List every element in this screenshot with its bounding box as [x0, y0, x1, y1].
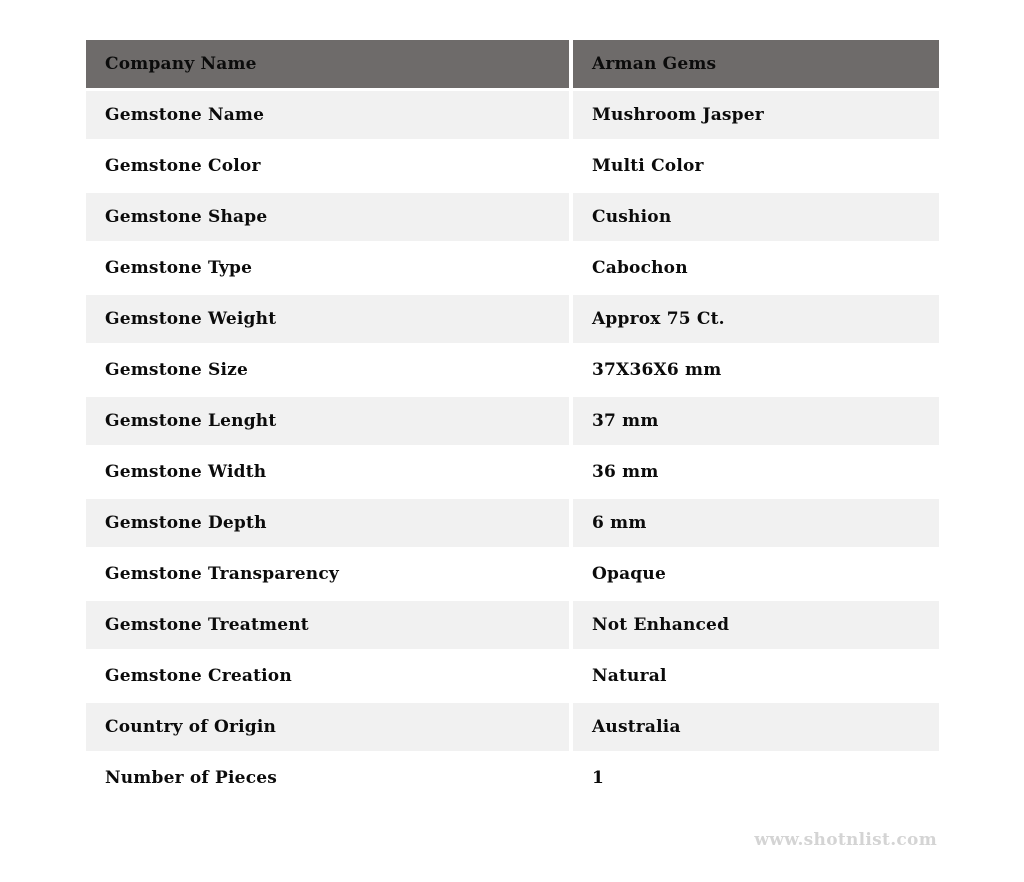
- table-row: [86, 346, 939, 394]
- row-value-cell: Cabochon: [573, 244, 939, 292]
- row-value-cell: Opaque: [573, 550, 939, 598]
- row-label-cell: Gemstone Depth: [86, 499, 569, 547]
- table-row: [86, 601, 939, 649]
- watermark-text: www.shotnlist.com: [754, 830, 937, 850]
- row-label-cell: Gemstone Weight: [86, 295, 569, 343]
- gemstone-spec-table: [86, 40, 939, 805]
- header-label-cell: Company Name: [86, 40, 569, 88]
- row-label-cell: Gemstone Type: [86, 244, 569, 292]
- table-row: [86, 550, 939, 598]
- table-row: [86, 754, 939, 802]
- row-label-cell: Gemstone Creation: [86, 652, 569, 700]
- row-label-cell: Gemstone Lenght: [86, 397, 569, 445]
- row-label-cell: Gemstone Color: [86, 142, 569, 190]
- table-row: [86, 295, 939, 343]
- row-label-cell: Gemstone Transparency: [86, 550, 569, 598]
- row-value-cell: Australia: [573, 703, 939, 751]
- header-value-cell: Arman Gems: [573, 40, 939, 88]
- row-value-cell: 6 mm: [573, 499, 939, 547]
- row-label-cell: Gemstone Shape: [86, 193, 569, 241]
- row-value-cell: Multi Color: [573, 142, 939, 190]
- row-label-cell: Country of Origin: [86, 703, 569, 751]
- row-value-cell: Not Enhanced: [573, 601, 939, 649]
- row-label-cell: Gemstone Treatment: [86, 601, 569, 649]
- row-label-cell: Number of Pieces: [86, 754, 569, 802]
- table-row: [86, 91, 939, 139]
- table-row: [86, 499, 939, 547]
- row-value-cell: Mushroom Jasper: [573, 91, 939, 139]
- table-row: [86, 397, 939, 445]
- table-row: [86, 142, 939, 190]
- row-value-cell: Cushion: [573, 193, 939, 241]
- row-label-cell: Gemstone Size: [86, 346, 569, 394]
- table-row: [86, 703, 939, 751]
- table-row: [86, 448, 939, 496]
- table-row: [86, 652, 939, 700]
- table-row: [86, 193, 939, 241]
- table-row: [86, 244, 939, 292]
- row-label-cell: Gemstone Name: [86, 91, 569, 139]
- row-value-cell: 36 mm: [573, 448, 939, 496]
- row-value-cell: Natural: [573, 652, 939, 700]
- row-label-cell: Gemstone Width: [86, 448, 569, 496]
- table-header-row: [86, 40, 939, 88]
- row-value-cell: 37X36X6 mm: [573, 346, 939, 394]
- row-value-cell: 1: [573, 754, 939, 802]
- row-value-cell: 37 mm: [573, 397, 939, 445]
- row-value-cell: Approx 75 Ct.: [573, 295, 939, 343]
